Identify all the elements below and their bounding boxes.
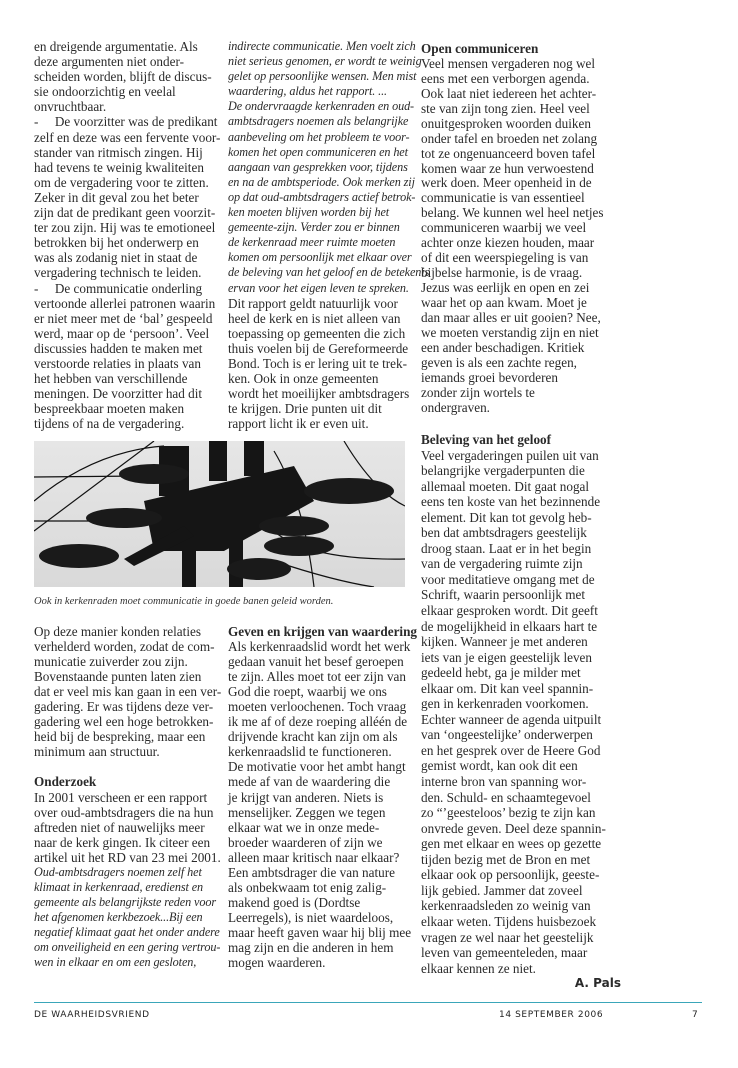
text-line: dat er veel mis kan gaan in een ver- [34,684,222,700]
text-line: gen in kerkenraden voorkomen. [421,696,589,712]
text-line: elkaar gesproken wordt. Dit geeft [421,603,598,619]
quote-line: ambtsdragers noemen als belangrijke [228,114,409,129]
text-line: Jezus was eerlijk en open en zei [421,280,590,295]
text-line: eens met een verborgen agenda. [421,70,590,86]
text-line: Bond. Toch is er lering uit te trek- [228,355,408,371]
text-line: bespreekbaar moeten maken [34,401,185,417]
text-line: de mogelijkheid in elkaars hart te [421,618,598,634]
text-line: broeder waarderen of zijn we [228,834,383,850]
text-line: elkaar wat we in onze mede- [228,819,380,835]
text-line: zelf en deze was een fervente voor- [34,129,221,145]
text-line: mag zijn en die anderen in hem [228,939,394,955]
text-line: deze argumenten niet onder- [34,54,184,70]
text-line: belangrijke vergaderpunten die [421,463,585,479]
text-line: onvrede geven. Deel deze spannin- [421,820,606,836]
publication-name: DE WAARHEIDSVRIEND [34,1010,150,1020]
text-line: moeten verloochenen. Toch vraag [228,699,407,715]
text-line: was als zodanig niet in staat de [34,250,198,266]
text-line: om de vergadering voor te zitten. [34,174,209,190]
text-line: te zijn. Alles moet tot eer zijn van [228,669,406,685]
text-line: als onbekwaam tot enig zalig- [228,879,387,895]
quote-line: om onveiligheid en een gering vertrou- [34,939,221,954]
quote-line: negatief klimaat gaat het onder andere [34,924,220,939]
text-line: ste van zijn tong zien. Heel veel [421,100,590,116]
text-line: werk doen. Meer openheid in de [421,175,592,191]
quote-line: aanbeveling om het probleem te voor- [228,129,410,144]
text-line: verstoorde relaties in plaats van [34,355,201,371]
quote-line: klimaat in kerkenraad, eredienst en [34,879,203,894]
text-line: gedaan vanuit het besef geroepen [228,654,404,670]
section-heading: Onderzoek [34,774,97,790]
section-heading: Beleving van het geloof [421,432,552,447]
text-line: meningen. De voorzitter had dit [34,386,203,402]
text-line: en dreigende argumentatie. Als [34,39,198,54]
text-line: leven van gemeenteleden, maar [421,945,588,961]
section-open-communiceren [421,42,621,415]
text-line: kijken. Wanneer je met anderen [421,634,588,650]
text-line: Als kerkenraadslid wordt het werk [228,639,411,655]
text-line: dan maar alles er uit gooien? Nee, [421,309,601,325]
text-line: elkaar om. Dit kan veel spannin- [421,680,594,696]
text-line: vergadering technisch te leiden. [34,265,202,281]
text-line: wordt het moeilijker ambtsdragers [228,386,410,402]
text-line: werd, maar op de ‘persoon’. Veel [34,325,210,341]
text-line: geven is als een zachte regen, [421,354,577,370]
quote-line: op dat oud-ambtsdragers actief betrok- [228,189,416,204]
text-line: drijvende kracht kan zijn om als [228,729,398,745]
text-line: Een ambtsdrager die van nature [228,864,395,880]
text-line: ter zou zijn. Hij was te emotioneel [34,220,216,236]
text-line: belang. We kunnen wel heel netjes [421,205,604,221]
text-line: alleen maar kritisch naar elkaar? [228,849,400,865]
text-line: of dit een weerspiegeling is van [421,250,589,266]
text-line: gedeeld hebt, ga je milder met [421,665,581,681]
text-line: toepassing op gemeenten die zich [228,325,406,341]
text-line: mede af van de waardering die [228,774,391,790]
text-line: menselijker. Zeggen we tegen [228,804,386,820]
quote-line: ken moeten blijven worden bij het [228,205,390,220]
text-line: gadering. Er was tijdens deze ver- [34,699,214,715]
text-line: aftreden niet of nauwelijks meer [34,819,205,835]
quote-line: de kerkenraad meer ruimte moeten [228,235,396,250]
text-line: interne bron van spanning wor- [421,774,587,790]
text-line: gen met elkaar en wees op gezette [421,836,602,852]
text-line: stander van ritmisch zingen. Hij [34,144,203,160]
text-line: minimum aan structuur. [34,744,160,760]
quote-line: gelet op persoonlijke wensen. Men mist [228,69,417,84]
text-line: het hebben van verschillende [34,371,188,387]
text-line: naar de kerk gingen. Ik citeer een [34,834,211,850]
text-line: verhelderd worden, zodat de com- [34,639,215,655]
text-line: discussies hadden te maken met [34,340,203,356]
text-line: Op deze manier konden relaties [34,624,201,639]
issue-date: 14 SEPTEMBER 2006 [499,1010,604,1020]
text-line: maar heeft gaven waar hij blij mee [228,924,412,940]
text-line: had tevens te weinig kwaliteiten [34,159,204,175]
text-line: en het gesprek over de Heere God [421,742,601,758]
power-pylon-photo [34,441,405,587]
text-line: rapport licht ik er even uit. [228,416,369,432]
section-heading: Geven en krijgen van waardering [228,624,418,639]
text-line: tijdens of na de vergadering. [34,416,185,432]
text-line: voor meditatieve omgang met de [421,571,595,587]
text-line: - De communicatie onderling [34,280,203,296]
text-line: tijden bezig met de Bron en met [421,851,591,867]
text-line: zo “’geesteloos’ bezig te zijn kan [421,805,596,821]
quote-line: gemeente als belangrijkste reden voor [34,894,216,909]
text-line: Zeker in dit geval zou het beter [34,189,199,205]
text-line: vertoonde allerlei patronen waarin [34,295,216,311]
text-line: ben dat ambtsdragers geestelijk [421,525,587,541]
text-line: De motivatie voor het ambt hangt [228,759,406,775]
text-line: iets van je eigen geestelijk leven [421,649,593,665]
text-line: bijbelse harmonie, is de vraag. [421,265,583,281]
text-line: ondergraven. [421,399,490,415]
text-line: Veel mensen vergaderen nog wel [421,55,596,71]
text-line: Bovenstaande punten laten zien [34,669,202,685]
quote-line: niet serieus genomen, er wordt te weinig [228,54,422,69]
text-line: zijn dat de predikant geen voorzit- [34,205,216,221]
text-line: mogen waarderen. [228,955,326,971]
text-line: van ‘ongeestelijke’ onderwerpen [421,727,593,743]
text-line: gadering wel een hoge betrokken- [34,714,214,730]
text-line: onuitgesproken woorden duiken [421,115,591,131]
text-line: Ook laat niet iedereen het achter- [421,85,597,101]
text-line: betrokken bij het onderwerp en [34,235,199,251]
quote-line: waardering, aldus het rapport. ... [228,84,387,99]
quote-line: De ondervraagde kerkenraden en oud- [228,99,415,114]
text-line: Schrift, waarin persoonlijk met [421,587,586,603]
text-line: gemist wordt, kan ook dit een [421,758,578,774]
text-line: over oud-ambtsdragers die na hun [34,804,214,820]
text-line: Leerregels), is niet waardeloos, [228,909,394,925]
text-line: van de vergadering ruimte zijn [421,556,583,572]
quote-line: ervan voor het eigen leven te spreken. [228,280,409,295]
text-line: In 2001 verscheen er een rapport [34,789,208,805]
quote-line: komen het open communiceren en het [228,144,408,159]
text-line: scheiden worden, blijft de discus- [34,69,212,85]
author-signature: A. Pals [574,976,621,991]
text-line: - De voorzitter was de predikant [34,114,218,130]
text-line: je krijgt van anderen. Niets is [228,789,384,805]
section-heading: Open communiceren [421,41,539,56]
text-line: tot ze ongenuanceerd boven tafel [421,145,596,161]
article-column-1-top [34,39,220,431]
section-geven-en-krijgen [228,624,418,970]
article-column-2-top [228,39,430,432]
text-line: Echter wanneer de agenda uitpuilt [421,711,602,727]
text-line: vragen ze wel naar het geestelijk [421,929,594,945]
text-line: droog staan. Laat er in het begin [421,540,592,556]
text-line: een ander beschadigen. Kritiek [421,339,585,355]
text-line: elkaar ook op persoonlijk, geeste- [421,867,600,883]
text-line: thuis voelen bij de Gereformeerde [228,340,409,356]
text-line: zonder zijn wortels te [421,384,535,400]
photo-caption: Ook in kerkenraden moet communicatie in goede banen geleid worden. [34,596,334,607]
quote-line: de beleving van het geloof en de betekenis [228,265,430,280]
text-line: kerkenraadslid te functioneren. [228,744,392,760]
article-column-1-bottom [34,624,220,970]
quote-line: het afgenomen kerkbezoek...Bij een [34,909,203,924]
text-line: artikel uit het RD van 23 mei 2001. [34,849,221,865]
quote-line: wen in elkaar en om een gesloten, [34,955,197,970]
text-line: element. Dit kan tot gevolg heb- [421,509,592,525]
quote-line: en na de ambtsperiode. Ook merken zij [228,174,415,189]
text-line: er niet meer met de ‘bal’ gespeeld [34,310,213,326]
text-line: communiceren waarbij we veel [421,220,587,236]
text-line: den. Schuld- en schaamtegevoel [421,789,591,805]
text-line: municatie zuiverder zou zijn. [34,654,188,670]
text-line: God die roept, waarbij we ons [228,684,387,700]
text-line: komen waar ze hun verwoestend [421,160,594,176]
text-line: makend goed is (Dordtse [228,894,361,910]
text-line: elkaar kennen ze niet. [421,960,536,976]
text-line: kerkenraadsleden zo weinig van [421,898,591,914]
section-beleving-van-het-geloof [421,432,621,992]
text-line: ik me af of deze roeping alléén de [228,714,408,730]
text-line: communicatie is van essentieel [421,190,585,206]
text-line: onder tafel en broeden net zolang [421,130,598,146]
text-line: allemaal moeten. Dit gaat nogal [421,478,590,494]
text-line: heid bij de bespreking, maar een [34,729,206,745]
quote-line: Oud-ambtsdragers noemen zelf het [34,864,202,879]
text-line: te krijgen. Drie punten uit dit [228,401,382,417]
quote-line: gemeente-zijn. Verder zou er binnen [228,220,400,235]
quote-line: komen om persoonlijk met elkaar over [228,250,412,265]
text-line [34,759,220,774]
text-line: sie ondoorzichtig en veelal [34,84,176,100]
page-number: 7 [692,1010,699,1020]
text-line: lijk gebied. Jammer dat zoveel [421,882,583,898]
text-line: Veel vergaderingen puilen uit van [421,447,599,463]
text-line: waar het op aan kwam. Moet je [421,294,587,310]
text-line: elkaar weten. Tijdens huisbezoek [421,913,597,929]
text-line: achter onze kiezen houden, maar [421,235,595,251]
text-line: ken. Ook in onze gemeenten [228,371,379,387]
footer-rule [34,1002,702,1003]
text-line: onvruchtbaar. [34,99,107,115]
quote-line: aangaan van gesprekken voor, tijdens [228,159,408,174]
quote-line: indirecte communicatie. Men voelt zich [228,39,416,53]
text-line: heel de kerk en is niet alleen van [228,310,401,326]
text-line: iemands groei bevorderen [421,369,558,385]
text-line: we moeten verstandig zijn en niet [421,324,599,340]
text-line: Dit rapport geldt natuurlijk voor [228,295,398,311]
text-line: eens ten koste van het bezinnende [421,494,601,510]
